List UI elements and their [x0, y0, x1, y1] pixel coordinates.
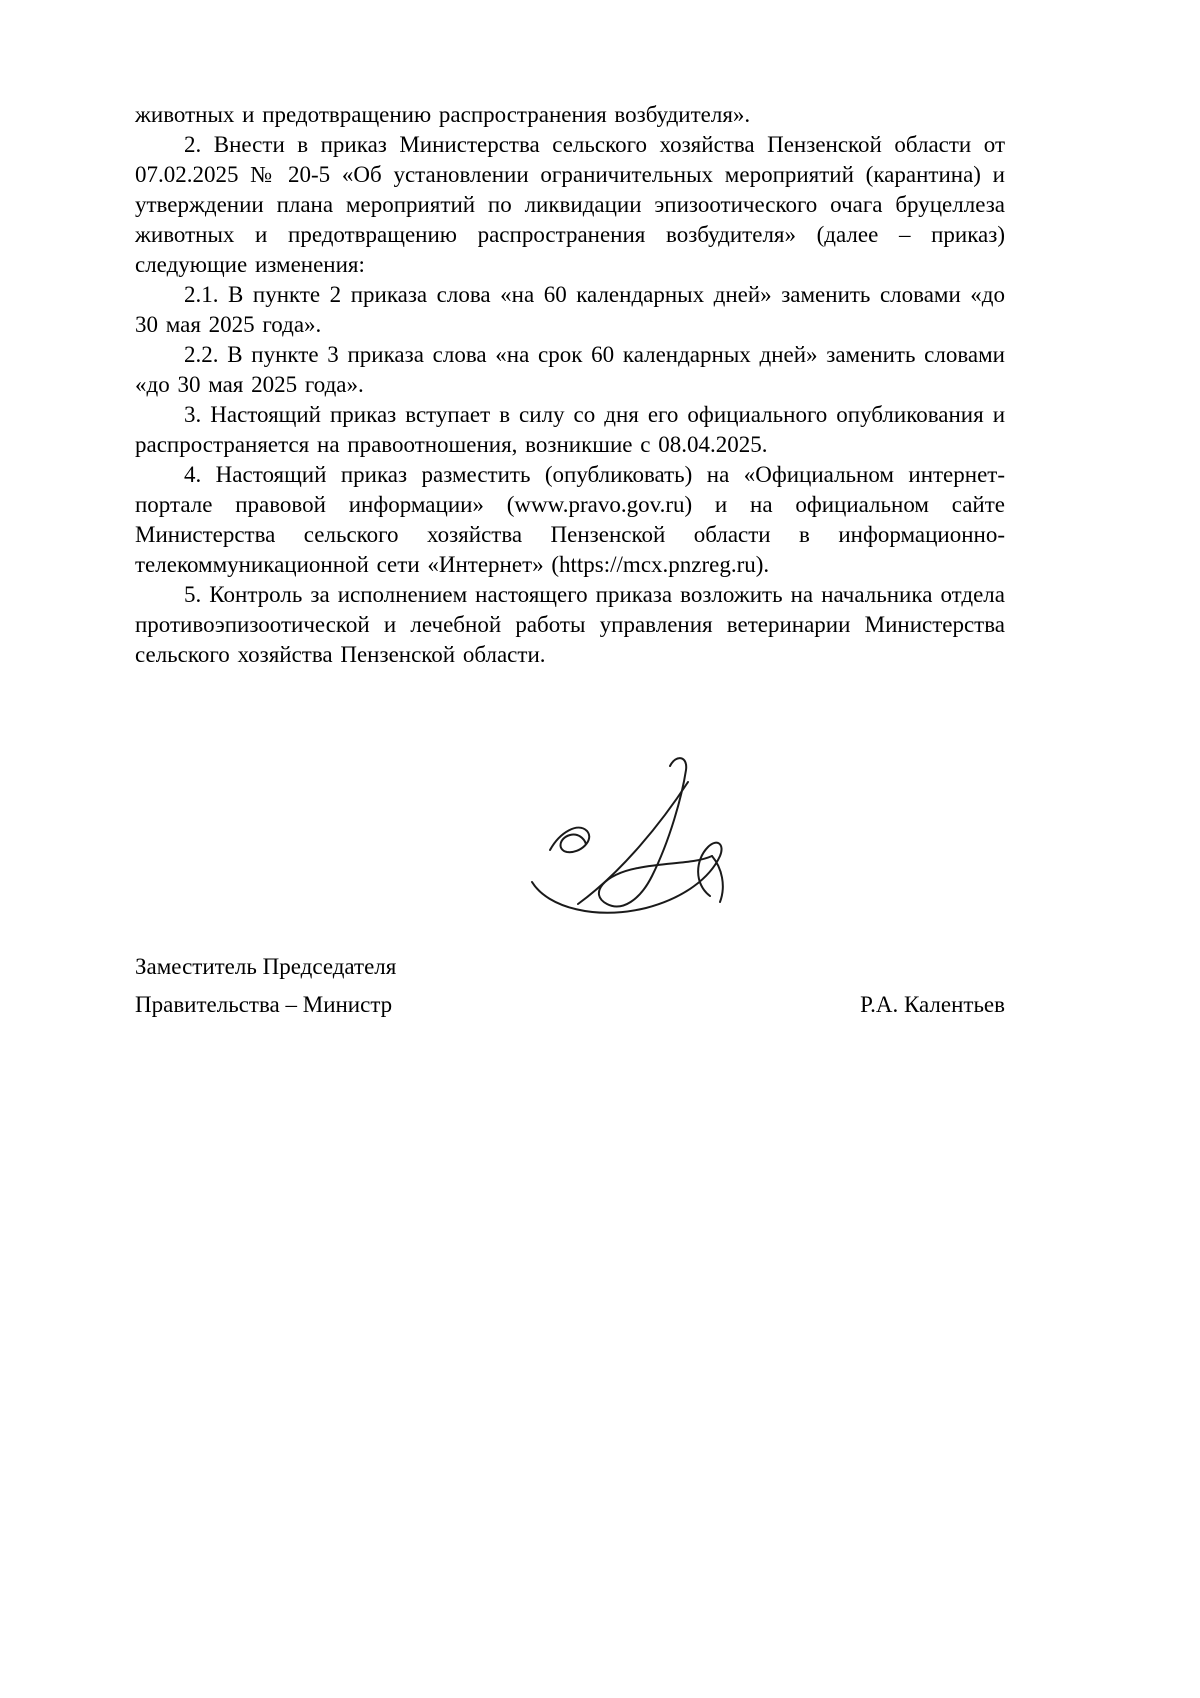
paragraph-item-3: 3. Настоящий приказ вступает в силу со дня его официального опубликования и распространяется на правоотношения, возникшие с 08.04.2025. — [135, 402, 1005, 457]
paragraph-item-4: 4. Настоящий приказ разместить (опубликовать) на «Официальном интернет-портале правовой информации» (www.pravo.gov.ru) и на официальном сайте Министерства сельского хозяйства Пензенской области в информационно-телекоммуникационной сети «Интернет» (https://mcx.pnzreg.ru). — [135, 462, 1005, 577]
document-body — [135, 100, 1005, 670]
signatory-name: Р.А. Калентьев — [860, 992, 1005, 1017]
handwritten-signature-icon — [512, 752, 757, 952]
paragraph-item-2-1: 2.1. В пункте 2 приказа слова «на 60 календарных дней» заменить словами «до 30 мая 2025 года». — [135, 282, 1005, 337]
signatory-title-line1: Заместитель Председателя — [135, 954, 397, 979]
paragraph-item-2-2: 2.2. В пункте 3 приказа слова «на срок 60 календарных дней» заменить словами «до 30 мая 2025 года». — [135, 342, 1005, 397]
paragraph-item-2: 2. Внести в приказ Министерства сельского хозяйства Пензенской области от 07.02.2025 № 20-5 «Об установлении ограничительных мероприятий (карантина) и утверждении плана мероприятий по ликвидации эпизоотического очага бруцеллеза животных и предотвращению распространения возбудителя» (далее – приказ) следующие изменения: — [135, 132, 1005, 277]
signatory-title — [135, 948, 396, 1024]
paragraph-continuation: животных и предотвращению распространения возбудителя». — [135, 102, 751, 127]
signatory-title-line2: Правительства – Министр — [135, 992, 393, 1017]
paragraph-item-5: 5. Контроль за исполнением настоящего приказа возложить на начальника отдела противоэпизоотической и лечебной работы управления ветеринарии Министерства сельского хозяйства Пензенской области. — [135, 582, 1005, 667]
signature-block — [135, 948, 1005, 1024]
